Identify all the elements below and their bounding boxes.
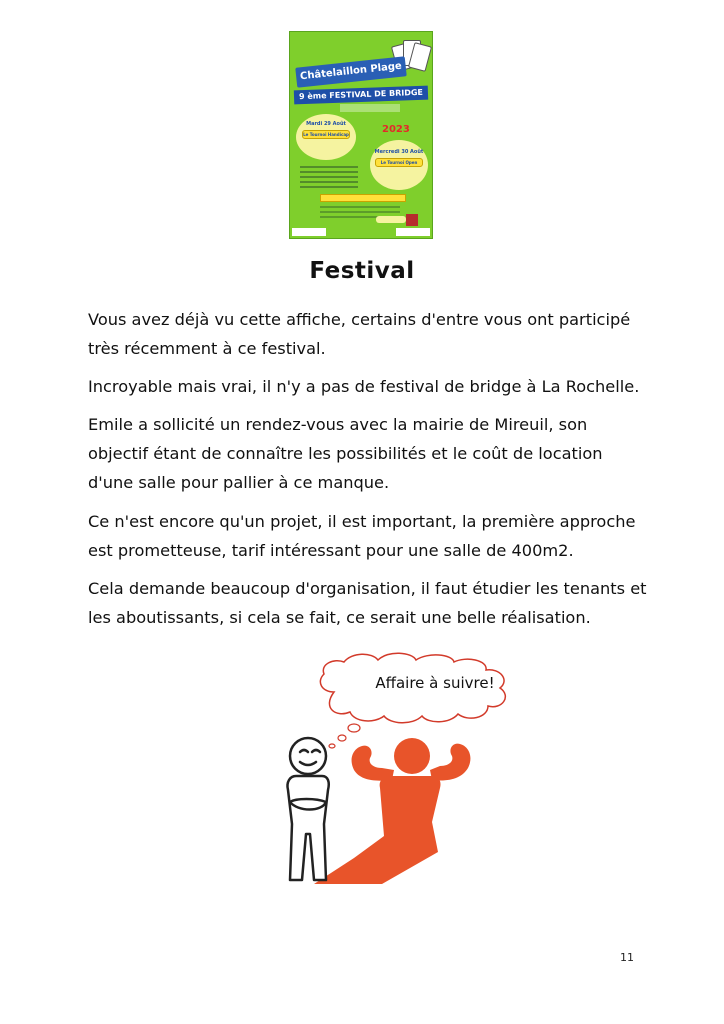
poster-day2: Mercredi 30 Août <box>374 149 424 155</box>
paragraph-5: Cela demande beaucoup d'organisation, il faut étudier les tenants et les aboutissants, si cela se fait, ce serait une belle réalisation. <box>88 579 647 627</box>
thought-cloud-icon <box>320 653 505 748</box>
stick-figure-illustration <box>262 652 582 884</box>
paragraph-2: Incroyable mais vrai, il n'y a pas de festival de bridge à La Rochelle. <box>88 377 640 396</box>
poster-day1-badge <box>296 114 356 160</box>
poster-festival: 9 ème FESTIVAL DE BRIDGE <box>294 86 428 105</box>
poster-event2: Le Tournoi Open <box>375 158 423 167</box>
poster-event1: Le Tournoi Handicap <box>303 132 349 137</box>
poster-place: Châtelaillon Plage <box>295 56 406 87</box>
festival-poster-image <box>289 31 433 239</box>
poster-day1: Mardi 29 Août <box>306 121 346 127</box>
page-number: 11 <box>620 951 634 964</box>
stick-figure <box>287 738 328 880</box>
paragraph-3: Emile a sollicité un rendez-vous avec la mairie de Mireuil, son objectif étant de connaître les possibilités et le coût de location d'une salle pour pallier à ce manque. <box>88 415 603 492</box>
paragraph-4: Ce n'est encore qu'un projet, il est important, la première approche est prometteuse, tarif intéressant pour une salle de 400m2. <box>88 512 636 560</box>
paragraph-1: Vous avez déjà vu cette affiche, certains d'entre vous ont participé très récemment à ce festival. <box>88 310 631 358</box>
poster-day2-badge <box>370 140 428 190</box>
poster-year: 2023 <box>382 124 410 135</box>
thought-bubble-text: Affaire à suivre! <box>375 674 495 692</box>
strong-shadow-figure <box>314 738 470 884</box>
article-title: Festival <box>309 258 415 284</box>
